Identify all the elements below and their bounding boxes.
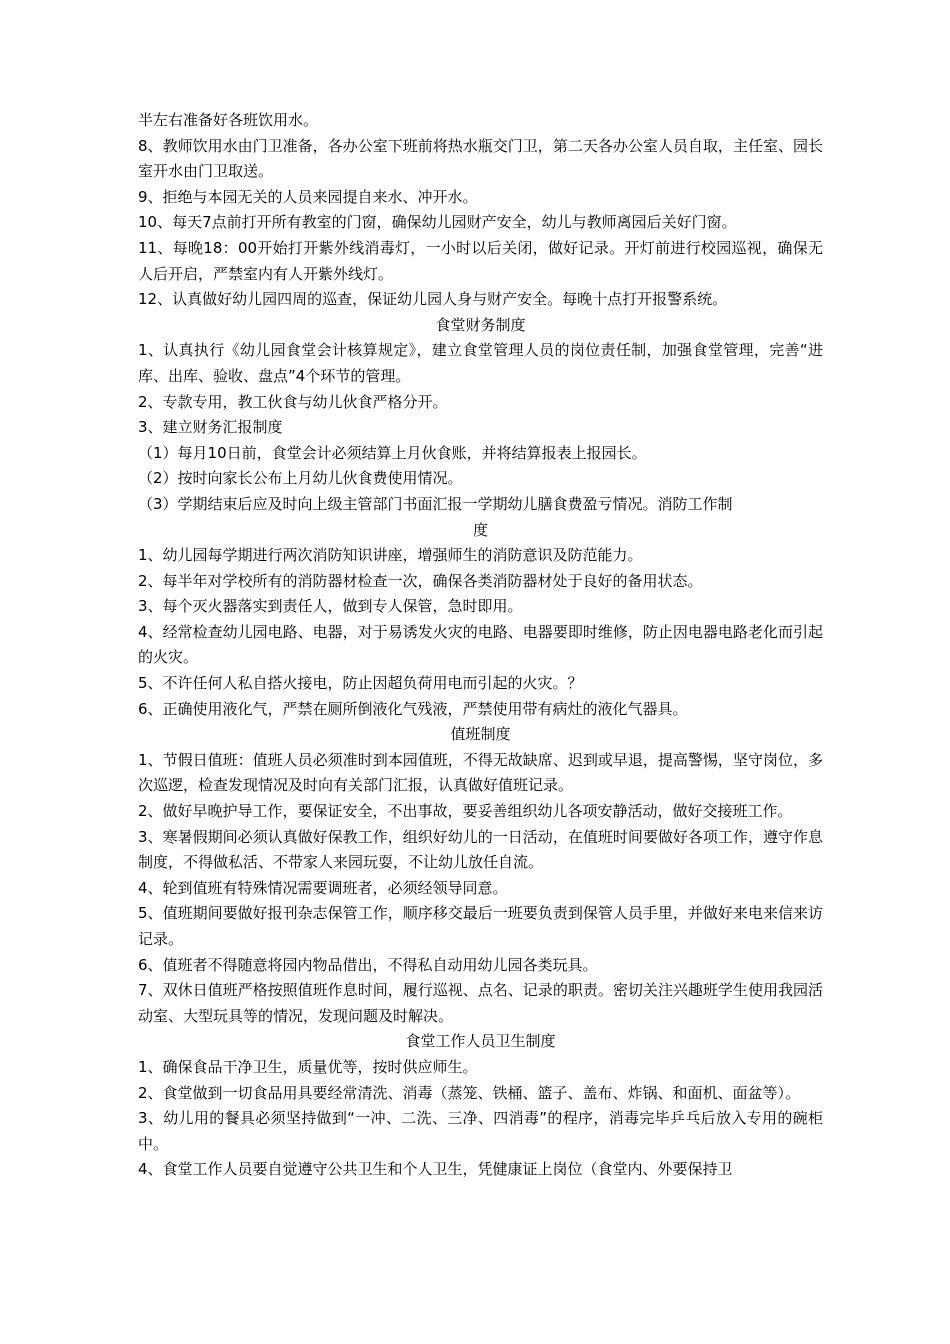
list-item: 2、食堂做到一切食品用具要经常清洗、消毒（蒸笼、铁桶、篮子、盖布、炸锅、和面机、面盆等）。 bbox=[138, 1083, 801, 1102]
list-item: 3、建立财务汇报制度 bbox=[138, 418, 283, 437]
section-title-canteen-hygiene: 食堂工作人员卫生制度 bbox=[405, 1032, 556, 1051]
list-item: 11、每晚18：00开始打开紫外线消毒灯，一小时以后关闭，做好记录。开灯前进行校园巡视，确保无人后开启，严禁室内有人开紫外线灯。 bbox=[138, 238, 823, 283]
sub-list-item: （1）每月10日前，食堂会计必须结算上月伙食账，并将结算报表上报园长。 bbox=[138, 443, 647, 462]
list-item: 4、经常检查幼儿园电路、电器，对于易诱发火灾的电路、电器要即时维修，防止因电器电路老化而引起的火灾。 bbox=[138, 622, 823, 667]
list-item: 1、幼儿园每学期进行两次消防知识讲座，增强师生的消防意识及防范能力。 bbox=[138, 546, 643, 565]
list-item: 9、拒绝与本园无关的人员来园提自来水、冲开水。 bbox=[138, 187, 478, 206]
list-item: 12、认真做好幼儿园四周的巡查，保证幼儿园人身与财产安全。每晚十点打开报警系统。 bbox=[138, 290, 728, 309]
section-title-duty: 值班制度 bbox=[450, 725, 511, 744]
list-item: 2、专款专用，教工伙食与幼儿伙食严格分开。 bbox=[138, 392, 448, 411]
list-item: 3、寒暑假期间必须认真做好保教工作，组织好幼儿的一日活动，在值班时间要做好各项工作，遵守作息制度，不得做私活、不带家人来园玩耍，不让幼儿放任自流。 bbox=[138, 827, 823, 872]
list-item: 5、不许任何人私自搭火接电，防止因超负荷用电而引起的火灾。？ bbox=[138, 674, 583, 693]
text-line: 半左右准备好各班饮用水。 bbox=[138, 111, 319, 129]
list-item: 1、认真执行《幼儿园食堂会计核算规定》，建立食堂管理人员的岗位责任制，加强食堂管理，完善“进库、出库、验收、盘点”4个环节的管理。 bbox=[138, 341, 823, 385]
sub-list-item: （3）学期结束后应及时向上级主管部门书面汇报一学期幼儿膳食费盈亏情况。消防工作制 bbox=[138, 494, 733, 513]
list-item: 1、确保食品干净卫生，质量优等，按时供应师生。 bbox=[138, 1057, 478, 1076]
list-item: 2、做好早晚护导工作，要保证安全，不出事故，要妥善组织幼儿各项安静活动，做好交接班工作。 bbox=[138, 802, 793, 821]
section-title-fire-safety-tail: 度 bbox=[472, 520, 488, 539]
document-page bbox=[138, 108, 823, 1183]
list-item: 10、每天7点前打开所有教室的门窗，确保幼儿园财产安全，幼儿与教师离园后关好门窗。 bbox=[138, 213, 737, 232]
list-item: 3、每个灭火器落实到责任人，做到专人保管，急时即用。 bbox=[138, 597, 523, 616]
list-item: 2、每半年对学校所有的消防器材检查一次，确保各类消防器材处于良好的备用状态。 bbox=[138, 571, 703, 590]
section-title-canteen-finance: 食堂财务制度 bbox=[435, 315, 526, 334]
sub-list-item: （2）按时向家长公布上月幼儿伙食费使用情况。 bbox=[138, 469, 463, 488]
list-item: 4、食堂工作人员要自觉遵守公共卫生和个人卫生，凭健康证上岗位（食堂内、外要保持卫 bbox=[138, 1160, 733, 1179]
list-item: 7、双休日值班严格按照值班作息时间，履行巡视、点名、记录的职责。密切关注兴趣班学生使用我园活动室、大型玩具等的情况，发现问题及时解决。 bbox=[138, 981, 823, 1025]
list-item: 6、值班者不得随意将园内物品借出，不得私自动用幼儿园各类玩具。 bbox=[138, 955, 598, 974]
list-item: 5、值班期间要做好报刊杂志保管工作，顺序移交最后一班要负责到保管人员手里，并做好来电来信来访记录。 bbox=[138, 904, 823, 948]
list-item: 8、教师饮用水由门卫准备，各办公室下班前将热水瓶交门卫，第二天各办公室人员自取，主任室、园长室开水由门卫取送。 bbox=[138, 136, 823, 181]
list-item: 1、节假日值班：值班人员必须准时到本园值班，不得无故缺席、迟到或早退，提高警惕，坚守岗位，多次巡逻，检查发现情况及时向有关部门汇报，认真做好值班记录。 bbox=[138, 750, 823, 795]
list-item: 4、轮到值班有特殊情况需要调班者，必须经领导同意。 bbox=[138, 878, 508, 897]
list-item: 6、正确使用液化气，严禁在厕所倒液化气残液，严禁使用带有病灶的液化气器具。 bbox=[138, 699, 688, 718]
list-item: 3、幼儿用的餐具必须坚持做到“一冲、二洗、三净、四消毒”的程序，消毒完毕乒乓后放入专用的碗柜中。 bbox=[138, 1109, 823, 1153]
